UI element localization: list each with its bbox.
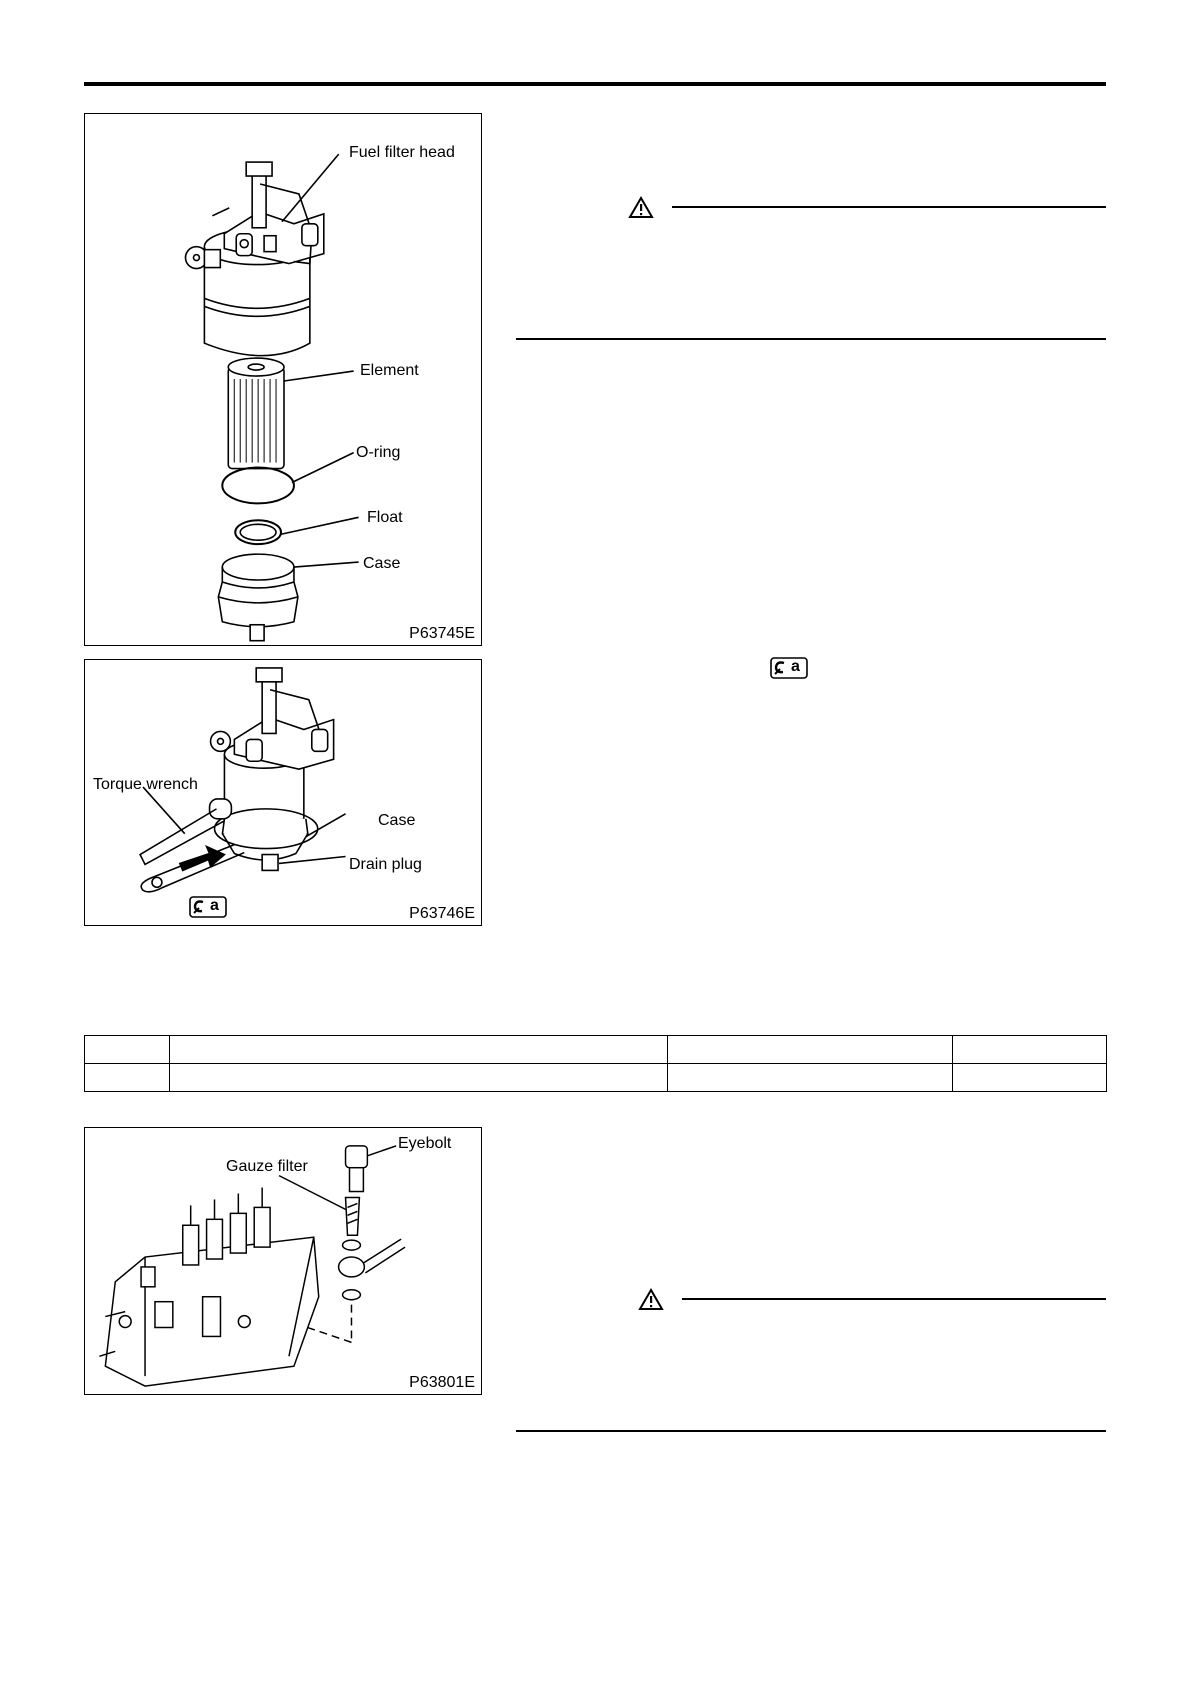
label-gauze-filter: Gauze filter [226, 1158, 308, 1175]
torque-wrench-icon-graphic [770, 657, 808, 679]
label-element: Element [360, 362, 419, 379]
label-fuel-filter-head: Fuel filter head [349, 144, 455, 161]
table-cell [668, 1064, 953, 1092]
figure-code: P63746E [409, 905, 475, 922]
warning-triangle-icon [638, 1288, 664, 1312]
figure-gauze-filter [84, 1127, 482, 1395]
table-cell [953, 1036, 1107, 1064]
fuel-filter-illustration [85, 114, 481, 645]
warning-triangle-graphic [638, 1288, 664, 1312]
figure-torque-wrench [84, 659, 482, 926]
table-row [85, 1064, 1107, 1092]
figure-code: P63801E [409, 1374, 475, 1391]
caution-block [638, 1288, 1106, 1316]
warning-triangle-graphic [628, 196, 654, 220]
figure-code: P63745E [409, 625, 475, 642]
label-case: Case [363, 555, 401, 572]
caution-block [628, 196, 1106, 224]
warning-triangle-icon [628, 196, 654, 220]
torque-symbol-letter: a [210, 897, 219, 914]
torque-wrench-icon [770, 657, 808, 679]
label-torque-wrench: Torque wrench [93, 776, 198, 793]
table-cell [668, 1036, 953, 1064]
specification-table [84, 1035, 1107, 1092]
table-cell [953, 1064, 1107, 1092]
torque-wrench-icon-graphic [189, 896, 227, 918]
caution-rule [682, 1298, 1106, 1300]
caution-end-rule [516, 338, 1106, 340]
header-rule [84, 82, 1106, 86]
label-case: Case [378, 812, 416, 829]
label-drain-plug: Drain plug [349, 856, 422, 873]
torque-symbol-letter: a [791, 658, 800, 675]
table-row [85, 1036, 1107, 1064]
torque-wrench-icon [189, 896, 227, 918]
table-cell [85, 1036, 170, 1064]
label-eyebolt: Eyebolt [398, 1135, 452, 1152]
label-float: Float [367, 509, 403, 526]
figure-fuel-filter-exploded [84, 113, 482, 646]
label-o-ring: O-ring [356, 444, 401, 461]
table-cell [170, 1036, 668, 1064]
table-cell [170, 1064, 668, 1092]
caution-end-rule [516, 1430, 1106, 1432]
caution-rule [672, 206, 1106, 208]
table-cell [85, 1064, 170, 1092]
